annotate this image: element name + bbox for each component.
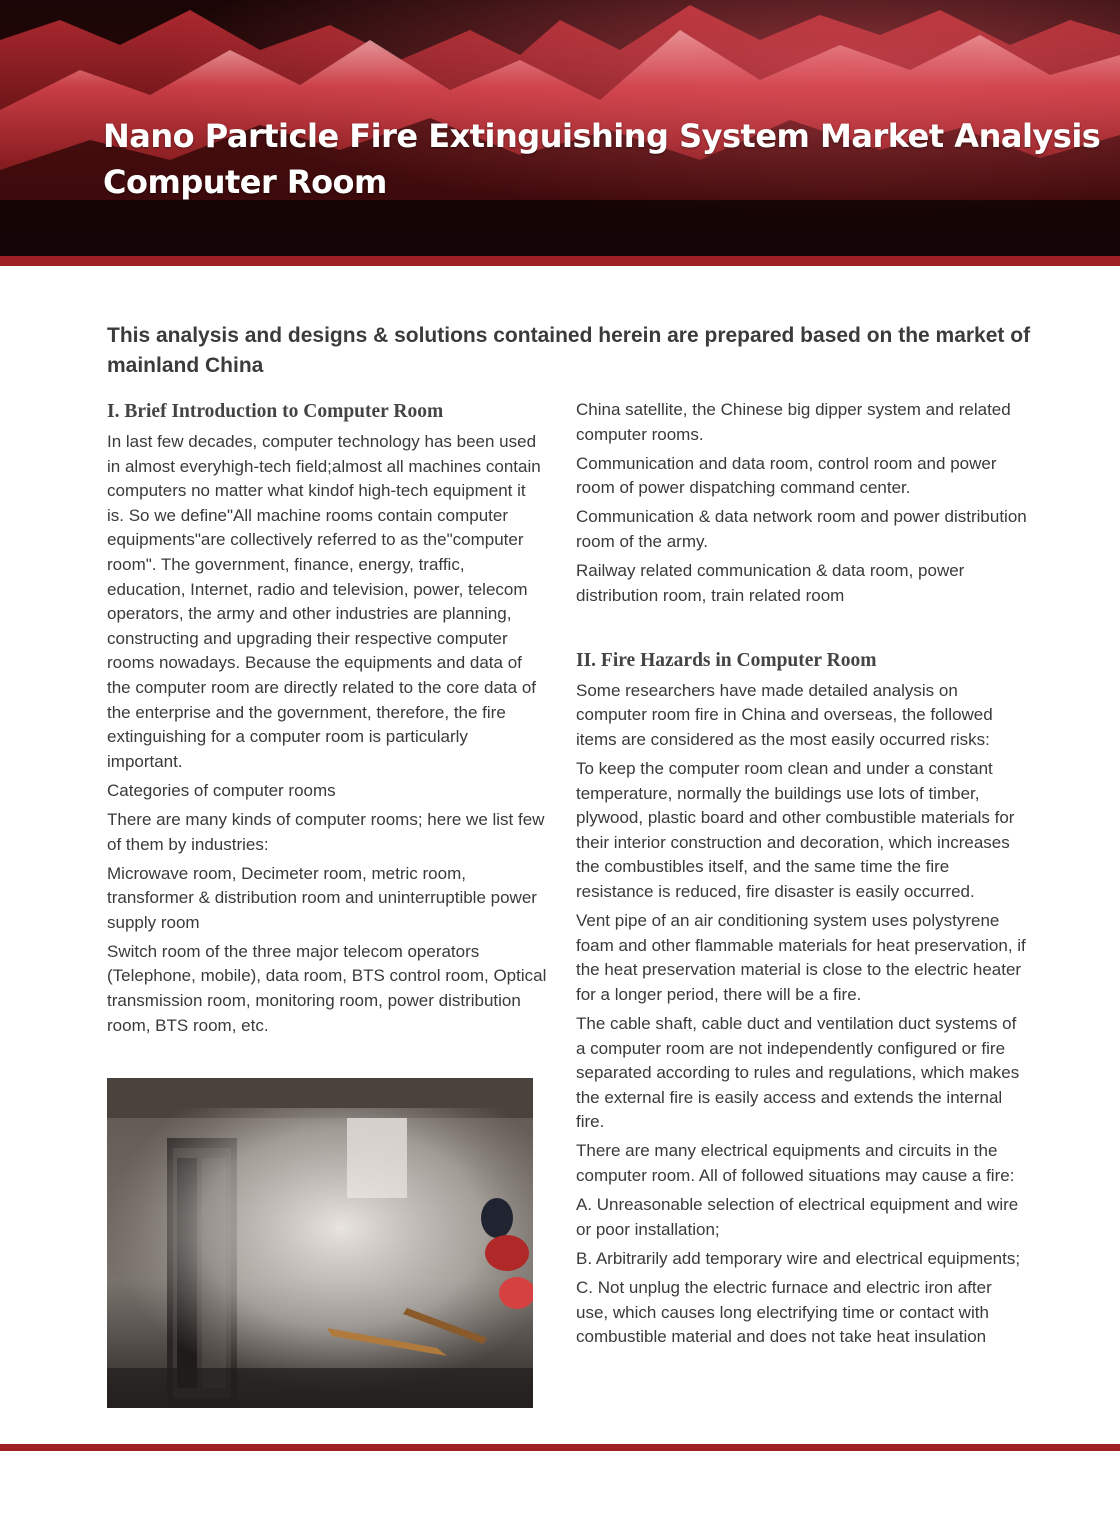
- section-1-paragraph: Switch room of the three major telecom operators (Telephone, mobile), data room, BTS control room, Optical transmission room, monitoring room, power distribution room, BTS room, etc.: [107, 941, 547, 1035]
- section-2-paragraph: To keep the computer room clean and under a constant temperature, normally the buildings use lots of timber, plywood, plastic board and other combustible materials for their interior construction and decoration, which increases the combustibles itself, and the same time the fire resistance is reduced, fire disaster is easily occurred.: [576, 759, 1015, 901]
- section-2-paragraph: The cable shaft, cable duct and ventilation duct systems of a computer room are not independently configured or fire separated according to rules and regulations, which makes the external fire is easily access and extends the internal fire.: [576, 1013, 1020, 1132]
- section-1-paragraph: In last few decades, computer technology has been used in almost everyhigh-tech field;almost all machines contain computers no matter what kindof high-tech equipment it is. So we define"All machine rooms contain computer equipments"are collectively referred to as the"computer room". The government, finance, energy, traffic, education, Internet, radio and television, power, telecom operators, the army and other industries are planning, constructing and upgrading their respective computer rooms nowadays. Because the equipments and data of the computer room are directly related to the core data of the enterprise and the government, therefore, the fire extinguishing for a computer room is particularly important.: [107, 432, 541, 771]
- right-column: [576, 398, 1028, 1354]
- section-2-paragraph: A. Unreasonable selection of electrical equipment and wire or poor installation;: [576, 1195, 1019, 1239]
- title-line-1: Nano Particle Fire Extinguishing System Market Analysis: [103, 117, 1101, 155]
- section-1-continued-paragraph: Railway related communication & data room, power distribution room, train related room: [576, 561, 965, 605]
- section-spacer: [576, 613, 1028, 648]
- section-1-continued-paragraph: Communication and data room, control room and power room of power dispatching command center.: [576, 453, 997, 498]
- section-2-paragraph: C. Not unplug the electric furnace and electric iron after use, which causes long electrifying time or contact with combustible material and does not take heat insulation: [576, 1277, 992, 1347]
- section-2-paragraph: B. Arbitrarily add temporary wire and electrical equipments;: [576, 1248, 1021, 1268]
- burned-computer-room-photo: [107, 1078, 533, 1408]
- header-banner: [0, 0, 1120, 256]
- left-column: [107, 399, 547, 1043]
- title-line-2: Computer Room: [103, 163, 387, 201]
- section-1-paragraph: Microwave room, Decimeter room, metric room, transformer & distribution room and uninterruptible power supply room: [107, 863, 537, 932]
- section-1-paragraph: Categories of computer rooms: [107, 780, 336, 800]
- section-1-heading: I. Brief Introduction to Computer Room: [107, 401, 444, 422]
- footer-divider: [0, 1444, 1120, 1451]
- section-2-heading: II. Fire Hazards in Computer Room: [576, 649, 877, 671]
- header-divider: [0, 256, 1120, 266]
- section-2-paragraph: Vent pipe of an air conditioning system uses polystyrene foam and other flammable materials for heat preservation, if the heat preservation material is close to the electric heater for a longer period, there will be a fire.: [576, 911, 1026, 1004]
- page-subtitle: This analysis and designs & solutions contained herein are prepared based on the market of mainland China: [107, 324, 1031, 377]
- section-1-continued-paragraph: China satellite, the Chinese big dipper system and related computer rooms.: [576, 400, 1011, 444]
- section-1-paragraph: There are many kinds of computer rooms; here we list few of them by industries:: [107, 809, 545, 854]
- section-2-paragraph: Some researchers have made detailed analysis on computer room fire in China and overseas, the followed items are considered as the most easily occurred risks:: [576, 680, 993, 749]
- section-1-continued-paragraph: Communication & data network room and power distribution room of the army.: [576, 507, 1027, 551]
- page-title: [103, 113, 1101, 205]
- section-2-paragraph: There are many electrical equipments and circuits in the computer room. All of followed situations may cause a fire:: [576, 1141, 1015, 1186]
